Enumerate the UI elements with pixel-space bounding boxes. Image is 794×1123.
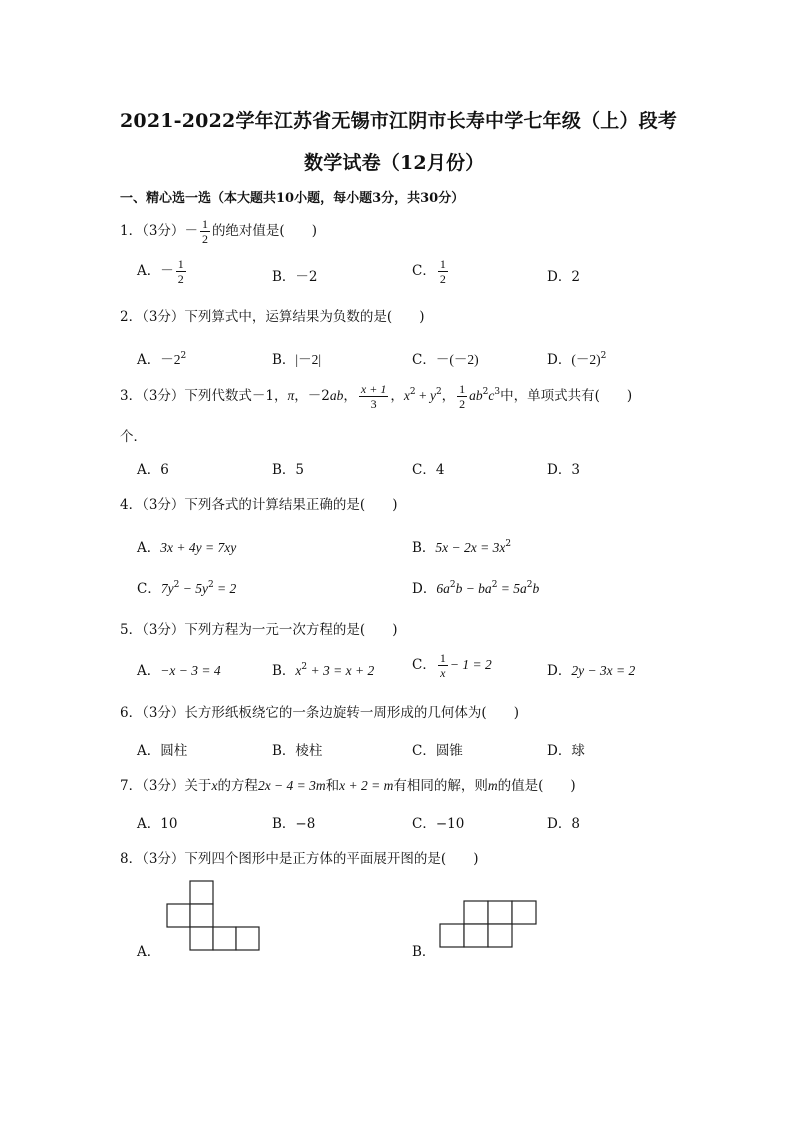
exponent: 2: [180, 351, 187, 361]
denominator: 2: [201, 232, 208, 246]
page-title-line1: 2021-2022学年江苏省无锡市江阴市长寿中学七年级（上）段考: [120, 110, 678, 132]
question-text: 有相同的解，则: [393, 778, 488, 794]
minus-sign: －: [160, 263, 174, 279]
math-var: m: [487, 778, 498, 793]
q3-option-d: D．3: [547, 462, 580, 478]
option-text: 2y − 3x = 2: [571, 663, 636, 678]
question-4: 4．（3分）下列各式的计算结果正确的是( ): [120, 497, 398, 513]
option-text: b − ba: [455, 581, 492, 596]
net-square: [464, 901, 488, 924]
math-var: x: [403, 388, 410, 403]
option-label: B．: [412, 540, 436, 556]
option-text: (－2): [571, 352, 601, 367]
option-label: A．: [137, 352, 161, 368]
fraction: [176, 258, 186, 285]
net-square: [213, 927, 236, 950]
q2-option-d: [547, 348, 606, 368]
fraction: [200, 218, 210, 245]
separator: ，－2: [294, 388, 330, 404]
option-text: b: [532, 581, 540, 596]
denominator: 2: [439, 272, 446, 286]
q1-option-c: [412, 258, 450, 285]
net-square: [167, 904, 190, 927]
q2-option-b: [272, 348, 321, 368]
denominator: x: [440, 666, 446, 680]
option-text: 3x + 4y = 7xy: [160, 540, 237, 555]
numerator: 1: [177, 257, 184, 271]
question-1: [120, 218, 317, 245]
cube-net-b: [436, 897, 540, 951]
math-var: x: [211, 778, 218, 793]
fraction: [359, 383, 388, 410]
option-text: 7y: [160, 581, 174, 596]
option-label: A．: [137, 540, 161, 556]
option-text: = 2: [213, 581, 237, 596]
q4-option-d: D．$6a^2b - ba^2 = 5a^2b$: [412, 580, 540, 597]
denominator: 3: [370, 397, 377, 411]
math-var: y: [429, 388, 436, 403]
option-label: B．: [272, 352, 296, 368]
math-var: c: [488, 388, 495, 403]
option-text: = 5a: [497, 581, 527, 596]
option-text: －(－2): [435, 352, 479, 367]
numerator: x + 1: [360, 382, 387, 396]
q4-option-c: C．$7y^2 - 5y^2 = 2$: [137, 580, 237, 597]
net-square: [488, 924, 512, 947]
q2-option-a: [137, 348, 186, 368]
option-label: C．: [412, 657, 436, 673]
option-label: C．: [412, 263, 436, 279]
option-text: 5x − 2x = 3x: [435, 540, 506, 555]
q4-option-b: [412, 536, 511, 556]
option-label: D．: [547, 663, 572, 679]
exponent: 2: [600, 351, 607, 361]
denominator: 2: [459, 397, 466, 411]
q6-option-b: B．棱柱: [272, 743, 323, 759]
question-text: 中，单项式共有( ): [500, 388, 633, 404]
question-2: 2．（3分）下列算式中，运算结果为负数的是( ): [120, 309, 425, 325]
question-6: 6．（3分）长方形纸板绕它的一条边旋转一周形成的几何体为( ): [120, 705, 519, 721]
separator: ，: [390, 388, 404, 404]
cube-net-a: [160, 878, 268, 953]
q3-option-b: B．5: [272, 462, 305, 478]
math-var: ab: [329, 388, 344, 403]
net-square: [190, 927, 213, 950]
separator: ，: [441, 388, 456, 404]
question-text: 和: [325, 778, 340, 794]
option-text: − 5y: [179, 581, 208, 596]
question-text: 7．（3分）关于: [120, 778, 212, 794]
minus-sign: －: [184, 223, 198, 239]
numerator: 1: [201, 217, 208, 231]
equation: x + 2 = m: [339, 778, 394, 793]
option-text: 6a: [436, 581, 450, 596]
q1-option-d: D．2: [547, 269, 580, 285]
option-text: －2: [160, 352, 181, 367]
q6-option-c: C．圆锥: [412, 743, 463, 759]
equation: 2x − 4 = 3m: [257, 778, 326, 793]
math-var: ab: [469, 388, 483, 403]
q6-option-a: A．圆柱: [137, 743, 188, 759]
option-text: |－2|: [295, 352, 322, 367]
net-square: [440, 924, 464, 947]
fraction: [457, 383, 467, 410]
q8-option-b: B．: [412, 944, 436, 960]
q5-option-a: [137, 659, 221, 679]
q4-option-a: [137, 536, 236, 556]
net-square: [488, 901, 512, 924]
question-3: 3．（3分）下列代数式－1，π，－2ab， $\frac{x + 1}{3}$ ，$x^2 + y^2$， $\frac{1}{2}$ $ab^2c^3$中，单项式共有( ): [120, 382, 633, 411]
q6-option-d: D．球: [547, 743, 585, 759]
q2-option-c: [412, 348, 479, 368]
option-label: C．: [412, 352, 436, 368]
net-square: [464, 924, 488, 947]
net-square: [236, 927, 259, 950]
q7-option-a: A．10: [137, 816, 178, 832]
option-label: A．: [137, 263, 161, 279]
q7-option-b: B．−8: [272, 816, 316, 832]
pi-symbol: π: [287, 388, 295, 403]
option-label: D．: [412, 581, 437, 597]
question-number: 1．（3分）: [120, 223, 185, 239]
q1-option-a: [137, 258, 188, 285]
plus-sign: +: [415, 388, 430, 403]
question-5: 5．（3分）下列方程为一元一次方程的是( ): [120, 622, 398, 638]
q7-option-c: C．−10: [412, 816, 465, 832]
q3-option-a: A．6: [137, 462, 169, 478]
option-label: B．: [272, 663, 296, 679]
question-text: 的绝对值是( ): [211, 223, 317, 239]
q3-option-c: C．4: [412, 462, 445, 478]
fraction: [438, 258, 448, 285]
option-label: D．: [547, 352, 572, 368]
section-heading: 一、精心选一选（本大题共10小题，每小题3分，共30分）: [120, 191, 465, 206]
question-text: 的值是( ): [497, 778, 576, 794]
numerator: 1: [439, 651, 446, 665]
question-7: [120, 774, 576, 794]
question-8: 8．（3分）下列四个图形中是正方体的平面展开图的是( ): [120, 851, 479, 867]
q8-option-a: A．: [137, 944, 161, 960]
net-square: [190, 904, 213, 927]
question-3-line2: 个．: [120, 429, 147, 445]
fraction: [438, 652, 448, 679]
option-text: + 3 = x + 2: [307, 663, 375, 678]
option-label: C．: [137, 581, 161, 597]
denominator: 2: [177, 272, 184, 286]
net-square: [512, 901, 536, 924]
separator: ，: [343, 388, 357, 404]
exponent: 2: [505, 539, 512, 549]
q7-option-d: D．8: [547, 816, 580, 832]
option-text: x: [295, 663, 302, 678]
question-text: 的方程: [217, 778, 258, 794]
option-label: A．: [137, 663, 161, 679]
numerator: 1: [439, 257, 446, 271]
question-text: 3．（3分）下列代数式－1，: [120, 388, 288, 404]
option-text: −x − 3 = 4: [160, 663, 221, 678]
q5-option-d: [547, 659, 635, 679]
option-text: − 1 = 2: [449, 657, 492, 672]
q5-option-b: B．$x^2 + 3 = x + 2$: [272, 662, 375, 679]
q1-option-b: B．－2: [272, 269, 318, 285]
page-title-line2: 数学试卷（12月份）: [304, 152, 485, 174]
net-square: [190, 881, 213, 904]
q5-option-c: [412, 652, 492, 679]
numerator: 1: [459, 382, 466, 396]
